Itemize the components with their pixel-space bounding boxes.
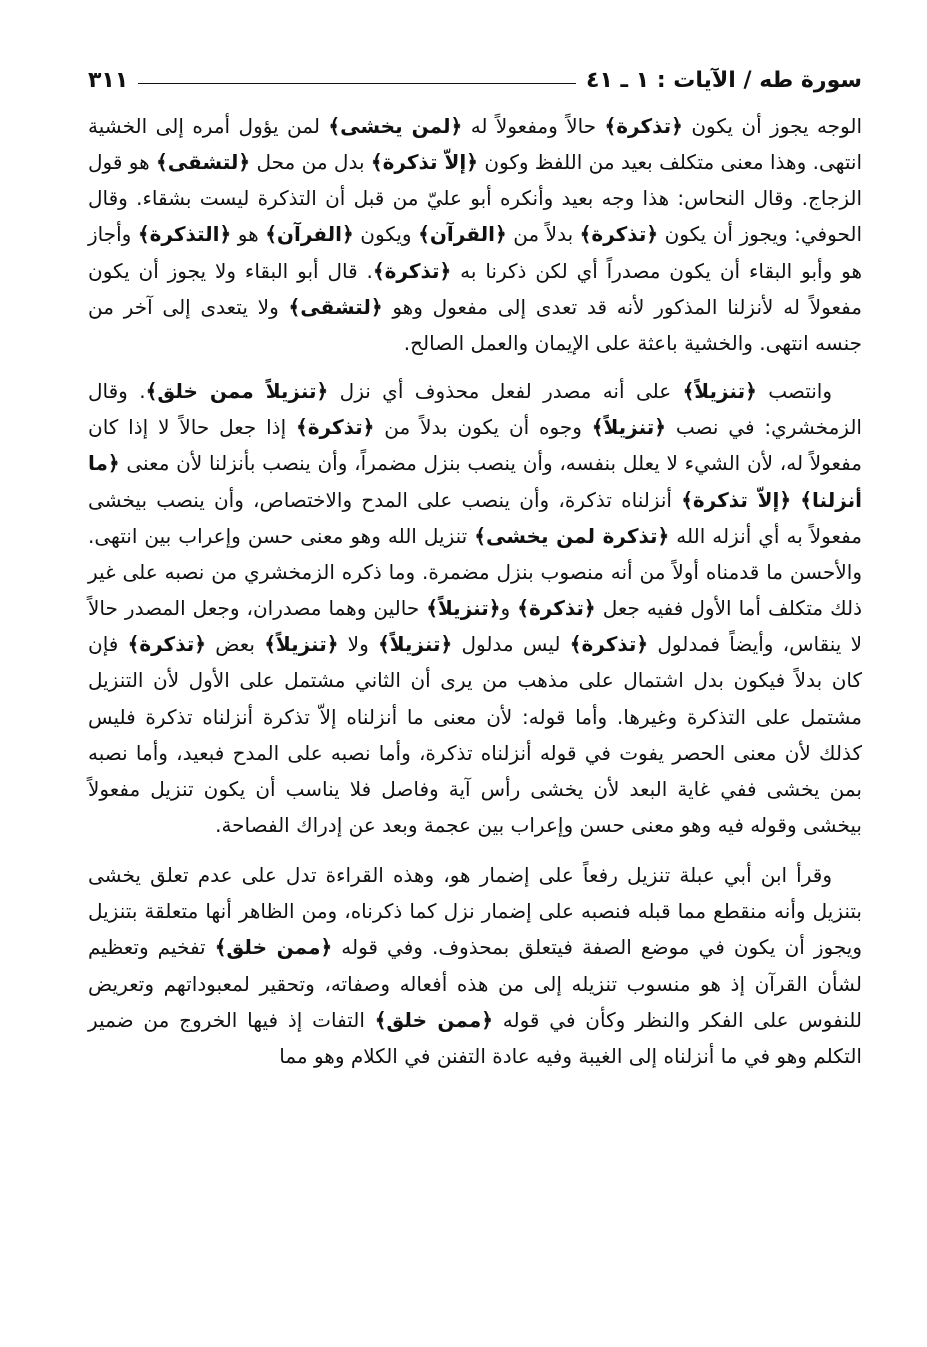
text-segment: . قال أبو البقاء ولا يجوز أن يكون مفعولاً له لأنزلنا المذكور لأنه قد تعدى إلى مفعول وهو (88, 258, 862, 319)
quranic-quote: ﴿لتشقى﴾ (156, 150, 251, 175)
paragraph-3 (88, 857, 862, 1074)
text-segment: بدل من محل (250, 150, 371, 175)
quranic-quote: ﴿تنزيلاً﴾ (264, 632, 339, 657)
quranic-quote: ﴿تنزيلاً﴾ (426, 596, 501, 621)
text-segment: وجوه أن يكون بدلاً من (374, 415, 592, 440)
quranic-quote: ﴿ممن خلق﴾ (374, 1007, 493, 1032)
quranic-quote: ﴿تذكرة لمن يخشى﴾ (474, 523, 670, 548)
text-segment: التفات إذ فيها الخروج من ضمير التكلم وهو في ما أنزلناه إلى الغيبة وفيه عادة التفنن في الكلام وهو مما (88, 1007, 862, 1068)
paragraph-2 (88, 373, 862, 843)
text-segment: إذا جعل حالاً لا إذا كان مفعولاً له، لأن الشيء لا يعلل بنفسه، وأن ينصب بنزل مضمراً، وأن ينصب بأنزلنا لأن معنى (88, 415, 862, 476)
text-segment: حالاً ومفعولاً له (462, 114, 605, 138)
text-segment: و (500, 596, 518, 621)
quranic-quote: ﴿إلاّ تذكرة﴾ (370, 150, 478, 175)
text-segment: على أنه مصدر لفعل محذوف أي نزل (328, 379, 683, 404)
paragraph-1 (88, 108, 862, 361)
quranic-quote: ﴿تنزيلاً﴾ (591, 415, 667, 440)
quranic-quote: ﴿الفرآن﴾ (265, 222, 354, 247)
text-segment: ولا (338, 632, 378, 657)
quranic-quote: ﴿ممن خلق﴾ (214, 935, 333, 960)
quranic-quote: ﴿تذكرة﴾ (127, 632, 206, 657)
text-segment: فإن كان بدلاً فيكون بدل اشتمال على مذهب من يرى أن الثاني مشتمل على الأول لأن التنزيل مشتمل على التذكرة وغيرها. وأما قوله: لأن معنى ما أنزلناه إلاّ تذكرة أنزلناه تذكرة فليس كذلك لأن معنى الحصر يفوت في قوله أنزلناه تذكرة، وأما نصبه على المدح فبعيد، وأما نصبه بمن يخشى ففي غاية البعد لأن يخشى رأس آية وفاصل فلا يناسب أن يكون تنزيل مفعولاً بيخشى وقوله فيه وهو معنى حسن وإعراب بين عجمة وبعد عن إدراك الفصاحة. (88, 632, 862, 837)
quranic-quote: ﴿لمن يخشى﴾ (328, 114, 463, 138)
text-segment: هو (231, 222, 266, 247)
text-segment: وقرأ ابن أبي عبلة تنزيل رفعاً على إضمار هو، وهذه القراءة تدل على عدم تعلق يخشى بتنزيل وأنه منقطع مما قبله فنصبه على إضمار نزل كما ذكرناه، ومن الظاهر أنها متعلقة بتنزيل ويجوز أن يكون في موضع الصفة فيتعلق بمحذوف. وفي قوله (88, 863, 862, 960)
quranic-quote: ﴿تذكرة﴾ (579, 222, 659, 247)
quranic-quote: ﴿التذكرة﴾ (137, 222, 232, 247)
quranic-quote: ﴿تذكرة﴾ (604, 114, 683, 138)
surah-title: سورة طه / الآيات : ١ ـ ٤١ (586, 67, 862, 93)
text-segment: . وقال الزمخشري: في نصب (88, 379, 862, 440)
text-segment: بعض (205, 632, 265, 657)
text-segment: أنزلناه تذكرة، وأن ينصب على المدح والاختصاص، وأن ينصب بيخشى مفعولاً به أي أنزله الله (88, 487, 862, 548)
quranic-quote: ﴿لتشقى﴾ (288, 294, 383, 319)
text-segment: وأجاز هو وأبو البقاء أن يكون مصدراً أي لكن ذكرنا به (88, 222, 862, 283)
quranic-quote: ﴿إلاّ تذكرة﴾ (681, 487, 792, 512)
quranic-quote: ﴿تذكرة﴾ (517, 596, 596, 621)
running-header (88, 60, 862, 100)
text-segment: وانتصب (756, 379, 833, 404)
text-segment (791, 488, 800, 512)
quranic-quote: ﴿تذكرة﴾ (296, 415, 375, 440)
quranic-quote: ﴿تنزيلاً﴾ (682, 379, 757, 404)
body-text (88, 108, 862, 1074)
quranic-quote: ﴿تنزيلاً ممن خلق﴾ (145, 379, 329, 404)
quranic-quote: ﴿القرآن﴾ (418, 222, 507, 247)
text-segment: تفخيم وتعظيم لشأن القرآن إذ هو منسوب تنزيله إلى من هذه أفعاله وصفاته، وتحقير لمعبوداتهم وتعريض للنفوس على الفكر والنظر وكأن في قوله (88, 935, 862, 1032)
quranic-quote: ﴿تذكرة﴾ (372, 258, 452, 283)
text-segment: ويكون (353, 222, 419, 247)
quranic-quote: ﴿تنزيلاً﴾ (377, 632, 453, 657)
text-segment: حالين وهما مصدران، وجعل المصدر حالاً لا ينقاس، وأيضاً فمدلول (88, 596, 862, 657)
text-segment: ليس مدلول (452, 632, 570, 657)
text-segment: الوجه يجوز أن يكون (682, 114, 863, 138)
header-rule (138, 83, 576, 84)
text-segment: هو قول الزجاج. وقال النحاس: هذا وجه بعيد وأنكره أبو عليّ من قبل أن التذكرة ليست بشقاء. وقال الحوفي: ويجوز أن يكون (88, 150, 863, 247)
text-segment: بدلاً من (506, 222, 580, 247)
quranic-quote: ﴿تذكرة﴾ (569, 632, 649, 657)
page-number: ٣١١ (88, 67, 129, 93)
text-segment: ولا يتعدى إلى آخر من جنسه انتهى. والخشية باعثة على الإيمان والعمل الصالح. (88, 294, 862, 355)
quranic-quote: ﴿ما أنزلنا﴾ (88, 451, 863, 512)
text-segment: لمن يؤول أمره إلى الخشية انتهى. وهذا معنى متكلف بعيد من اللفظ وكون (88, 114, 863, 175)
text-segment: تنزيل الله وهو معنى حسن وإعراب بين انتهى. والأحسن ما قدمناه أولاً من أنه منصوب بنزل مضمرة. وما ذكره الزمخشري من نصبه على غير ذلك متكلف أما الأول ففيه جعل (88, 523, 863, 621)
